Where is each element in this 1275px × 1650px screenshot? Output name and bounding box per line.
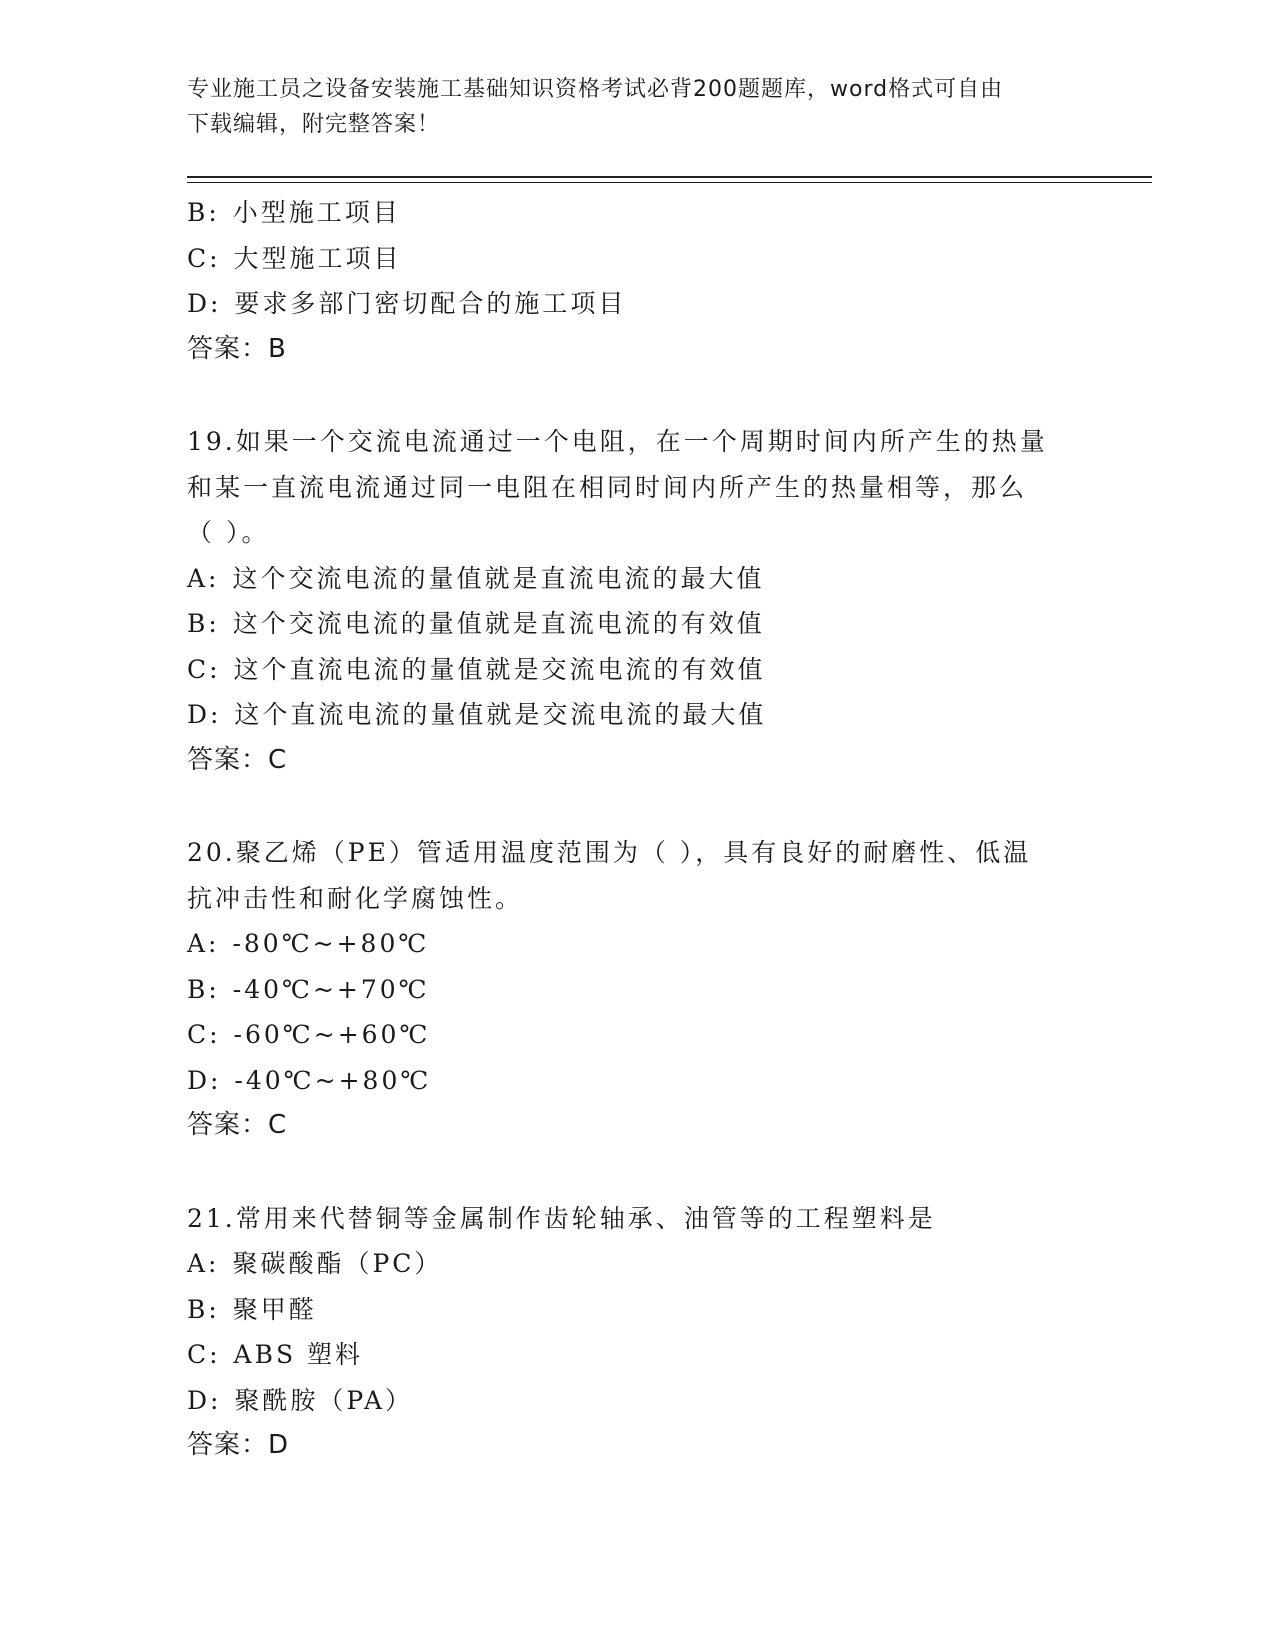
option-d: D: 要求多部门密切配合的施工项目 bbox=[187, 289, 627, 318]
question-text: 20.聚乙烯（PE）管适用温度范围为（ ），具有良好的耐磨性、低温 bbox=[187, 838, 1032, 867]
option-d: D: -40℃~+80℃ bbox=[187, 1065, 432, 1095]
option-b: B: -40℃~+70℃ bbox=[187, 974, 430, 1004]
answer: 答案：D bbox=[187, 1430, 290, 1460]
question-text: （ ）。 bbox=[187, 518, 270, 547]
question-text: 19.如果一个交流电流通过一个电阻，在一个周期时间内所产生的热量 bbox=[187, 427, 1048, 456]
page-header bbox=[187, 72, 1077, 142]
option-d: D: 聚酰胺（PA） bbox=[187, 1385, 414, 1415]
option-b: B: 小型施工项目 bbox=[187, 198, 401, 227]
question-21 bbox=[187, 1196, 1087, 1469]
option-b: B: 这个交流电流的量值就是直流电流的有效值 bbox=[187, 609, 765, 638]
header-line-2: 下载编辑，附完整答案！ bbox=[187, 112, 441, 137]
header-divider-thick bbox=[187, 176, 1152, 178]
question-19 bbox=[187, 419, 1087, 783]
question-text: 抗冲击性和耐化学腐蚀性。 bbox=[187, 883, 524, 913]
answer: 答案：C bbox=[187, 1110, 288, 1140]
question-text: 21.常用来代替铜等金属制作齿轮轴承、油管等的工程塑料是 bbox=[187, 1203, 936, 1233]
option-a: A: -80℃~+80℃ bbox=[187, 929, 430, 958]
option-d: D: 这个直流电流的量值就是交流电流的最大值 bbox=[187, 700, 767, 729]
question-list bbox=[187, 190, 1087, 1469]
option-b: B: 聚甲醛 bbox=[187, 1294, 317, 1324]
option-c: C: 这个直流电流的量值就是交流电流的有效值 bbox=[187, 654, 766, 684]
option-c: C: 大型施工项目 bbox=[187, 243, 402, 273]
answer: 答案：C bbox=[187, 744, 288, 775]
question-20 bbox=[187, 830, 1087, 1149]
option-a: A: 这个交流电流的量值就是直流电流的最大值 bbox=[187, 563, 765, 593]
question-18 bbox=[187, 190, 1087, 372]
header-divider-thin bbox=[187, 182, 1152, 183]
option-c: C: -60℃~+60℃ bbox=[187, 1020, 431, 1049]
header-line-1: 专业施工员之设备安装施工基础知识资格考试必背200题题库，word格式可自由 bbox=[187, 77, 1004, 102]
option-c: C: ABS 塑料 bbox=[187, 1340, 364, 1369]
option-a: A: 聚碳酸酯（PC） bbox=[187, 1249, 443, 1278]
answer: 答案：B bbox=[187, 333, 287, 364]
question-text: 和某一直流电流通过同一电阻在相同时间内所产生的热量相等，那么 bbox=[187, 472, 1028, 502]
